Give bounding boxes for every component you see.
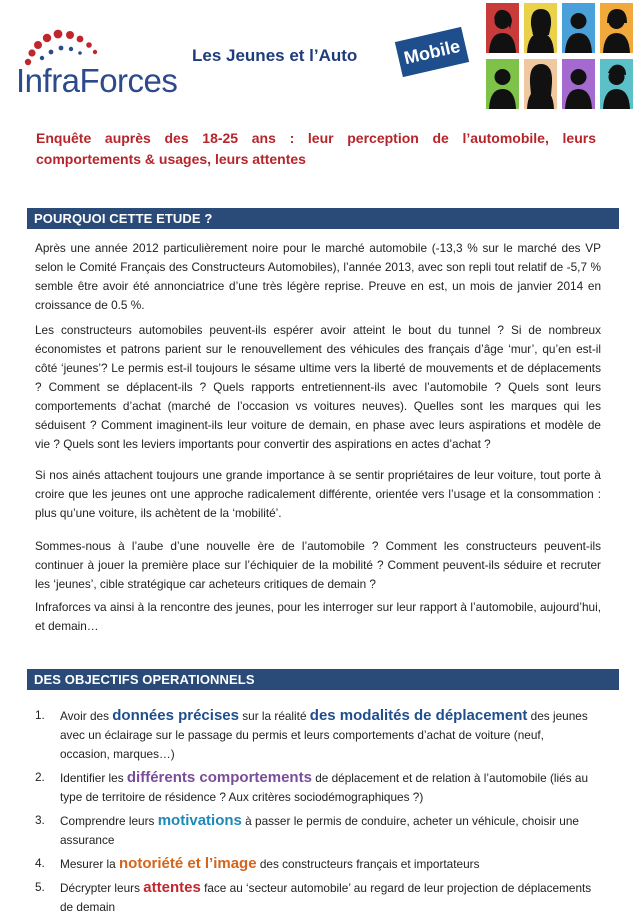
section-heading-label: DES OBJECTIFS OPERATIONNELS [34, 672, 255, 687]
highlight: notoriété et l’image [119, 855, 257, 872]
list-item-text [60, 878, 595, 917]
item-text: des jeunes avec un éclairage sur le passage du permis et leurs comportements d’achat de voiture (neuf, occasion, marques…) [60, 709, 588, 761]
silhouette-icon [600, 59, 633, 109]
silhouette-icon [486, 3, 519, 53]
section-heading-pourquoi [27, 208, 619, 229]
item-text: des constructeurs français et importateurs [256, 857, 480, 871]
paragraph: Sommes-nous à l’aube d’une nouvelle ère de l’automobile ? Comment les constructeurs peuvent-ils continuer à jouer la première place sur l’échiquier de la mobilité ? Comment peuvent-ils séduire et recruter les ‘jeunes’, cible stratégique car acheteurs critiques de demain ? [35, 539, 601, 591]
list-number: 1. [35, 708, 45, 722]
section-heading-objectifs [27, 669, 619, 690]
list-item-text [60, 854, 595, 874]
paragraph: Si nos ainés attachent toujours une grande importance à se sentir propriétaires de leur voiture, tout porte à croire que les jeunes ont une approche radicalement différente, orientée vers l’usage et la consommation : plus qu’une voiture, ils achètent de la ‘mobilité’. [35, 468, 601, 520]
list-number: 5. [35, 880, 45, 894]
highlight: différents comportements [126, 769, 312, 786]
item-text: de déplacement et de relation à l’automobile (liés au type de territoire de résidence ? Aux critères sociodémographiques ?) [60, 771, 589, 804]
silhouette-icon [562, 59, 595, 109]
silhouette-icon [486, 59, 519, 109]
section-heading-label: POURQUOI CETTE ETUDE ? [34, 211, 213, 226]
silhouette-icon [524, 59, 557, 109]
list-number: 2. [35, 770, 45, 784]
item-text: Mesurer la [60, 857, 120, 871]
item-text: Identifier les [60, 771, 127, 785]
highlight: des modalités de déplacement [309, 707, 528, 724]
item-text: sur la réalité [238, 709, 310, 723]
intro-headline: Enquête auprès des 18-25 ans : leur perception de l’automobile, leurs comportements & usages, leurs attentes [36, 130, 596, 167]
silhouette-icon [600, 3, 633, 53]
highlight: données précises [112, 707, 239, 724]
item-text: face au ‘secteur automobile’ au regard de leur projection de déplacements de demain [60, 881, 592, 914]
paragraph: Les constructeurs automobiles peuvent-ils espérer avoir atteint le bout du tunnel ? Si de nombreux économistes et patrons parient sur le renouvellement des véhicules des français d’âge ‘mur’, qu’en est-il côté ‘jeunes’? Le permis est-il toujours le sésame ultime vers la liberté de mouvements et de déplacements ? Comment se déplacent-ils ? Quels rapports entretiennent-ils avec l’automobile ? Quels sont leurs comportements d’achat (marché de l’occasion vs voitures neuves). Quelles sont les marques qui les séduisent ? Comment imaginent-ils leur voiture de demain, en phase avec leurs aspirations et modèle de vie ? Quels sont les leviers importants pour convertir des aspirations en actes d’achat ? [35, 323, 601, 451]
list-number: 3. [35, 813, 45, 827]
item-text: Avoir des [60, 709, 113, 723]
list-item-text [60, 768, 595, 807]
mobile-badge: Mobile [395, 27, 469, 77]
silhouette-icon [524, 3, 557, 53]
paragraph: Infraforces va ainsi à la rencontre des jeunes, pour les interroger sur leur rapport à l’automobile, aujourd’hui, et demain… [35, 600, 601, 633]
page-title: Les Jeunes et l’Auto [192, 46, 358, 65]
highlight: motivations [157, 812, 242, 829]
highlight: attentes [143, 879, 201, 896]
list-item-text [60, 706, 595, 764]
item-text: Décrypter leurs [60, 881, 144, 895]
list-number: 4. [35, 856, 45, 870]
silhouette-icon [562, 3, 595, 53]
silhouettes-grid [486, 3, 634, 111]
item-text: Comprendre leurs [60, 814, 158, 828]
logo-text: InfraForces [16, 62, 178, 99]
paragraph: Après une année 2012 particulièrement noire pour le marché automobile (-13,3 % sur le marché des VP selon le Comité Français des Constructeurs Automobiles), l’année 2013, avec son repli tout relatif de -5,7 % semble être avoir été annonciatrice d’une très légère reprise. Preuve en est, un mois de janvier 2014 en croissance de 0.5 %. [35, 241, 601, 312]
list-item-text [60, 811, 595, 850]
item-text: à passer le permis de conduire, acheter un véhicule, choisir une assurance [60, 814, 579, 847]
